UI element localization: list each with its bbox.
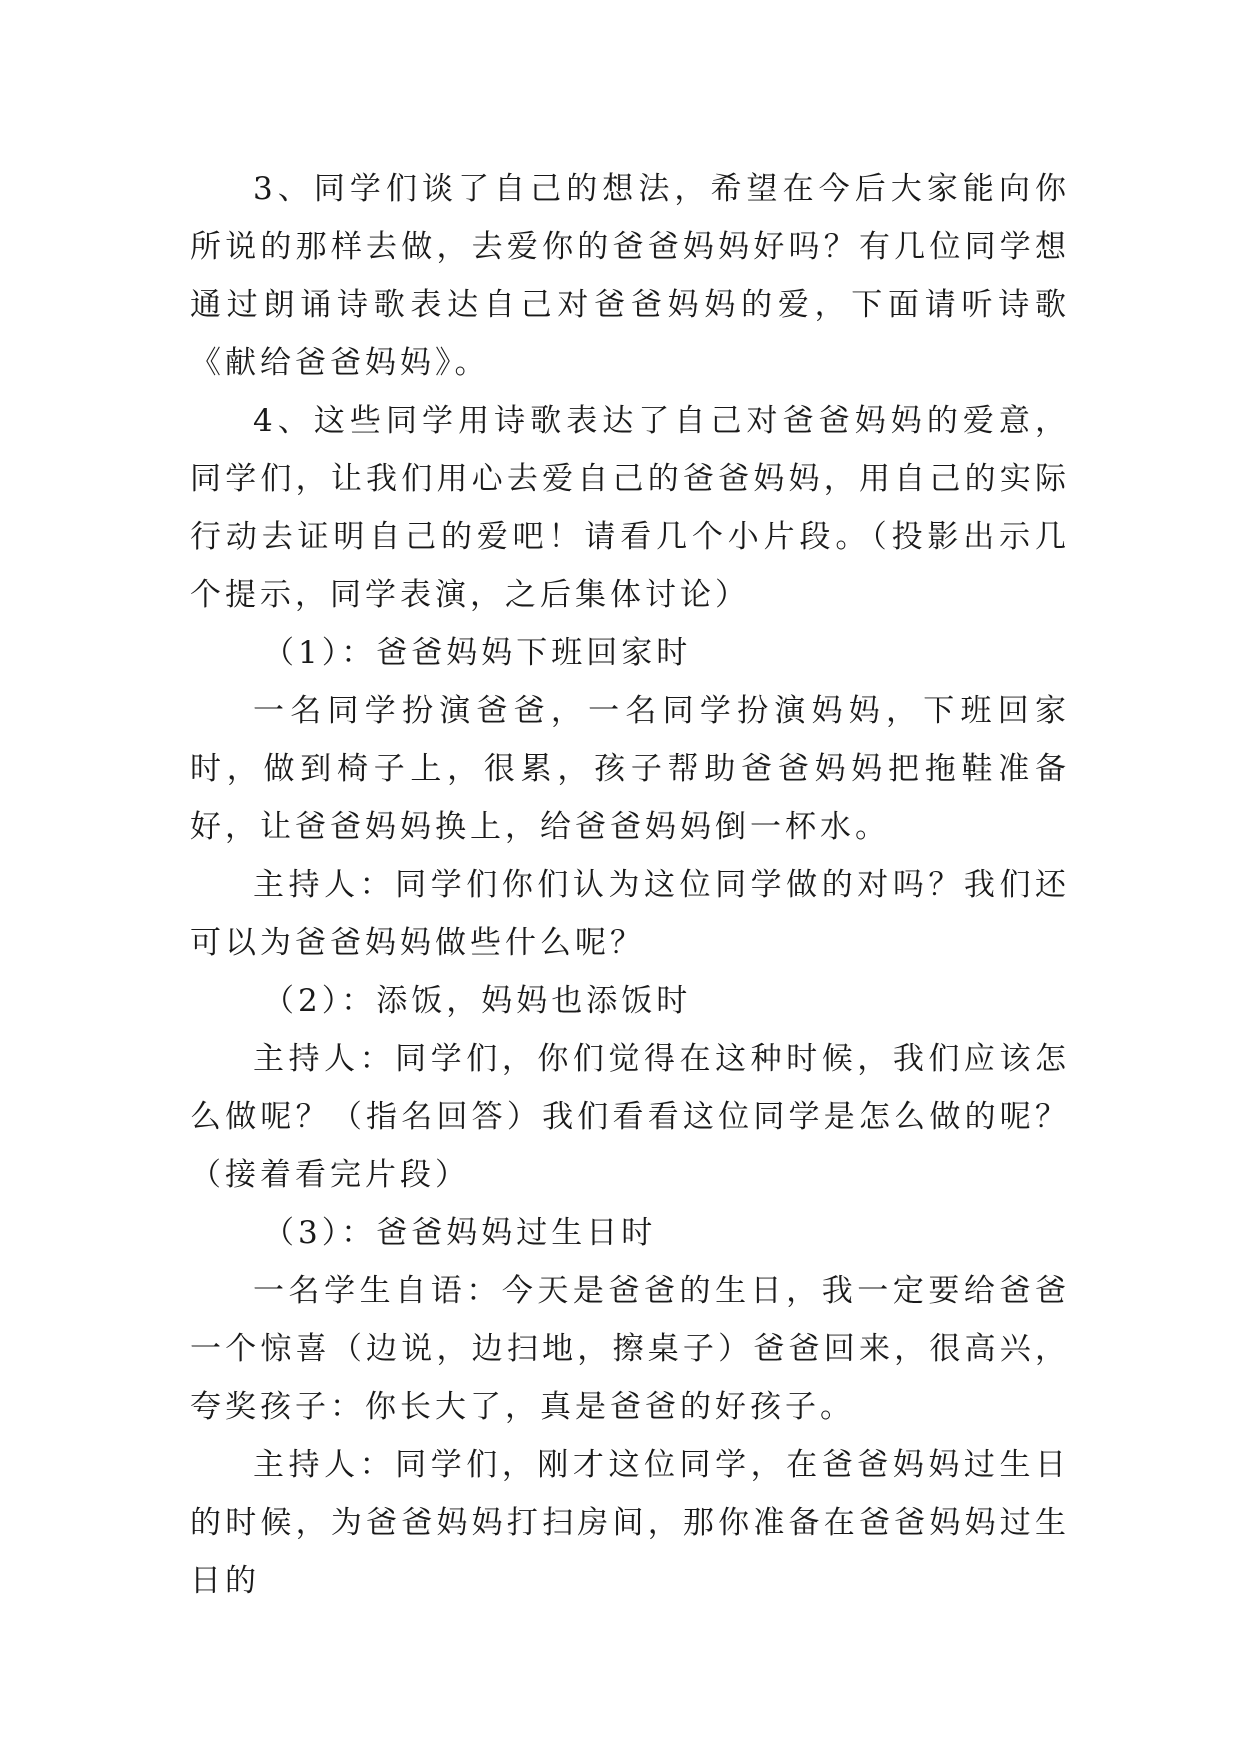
subheading-scene-1: （1）：爸爸妈妈下班回家时 [263,635,692,671]
paragraph-scene-3-description: 一名学生自语：今天是爸爸的生日，我一定要给爸爸一个惊喜（边说，边扫地，擦桌子）爸爸回来，很高兴，夸奖孩子：你长大了，真是爸爸的好孩子。 [190,1273,1070,1425]
document-body [190,160,1070,1610]
paragraph-item-3: 3、同学们谈了自己的想法，希望在今后大家能向你所说的那样去做，去爱你的爸爸妈妈好吗？有几位同学想通过朗诵诗歌表达自己对爸爸妈妈的爱，下面请听诗歌《献给爸爸妈妈》。 [190,171,1070,381]
paragraph-scene-1-description: 一名同学扮演爸爸，一名同学扮演妈妈，下班回家时，做到椅子上，很累，孩子帮助爸爸妈妈把拖鞋准备好，让爸爸妈妈换上，给爸爸妈妈倒一杯水。 [190,693,1070,845]
paragraph-host-question-3: 主持人：同学们，刚才这位同学，在爸爸妈妈过生日的时候，为爸爸妈妈打扫房间，那你准备在爸爸妈妈过生日的 [190,1447,1070,1599]
subheading-scene-2: （2）：添饭，妈妈也添饭时 [263,983,692,1019]
paragraph-host-question-1: 主持人：同学们你们认为这位同学做的对吗？我们还可以为爸爸妈妈做些什么呢？ [190,867,1070,961]
paragraph-item-4: 4、这些同学用诗歌表达了自己对爸爸妈妈的爱意，同学们，让我们用心去爱自己的爸爸妈妈，用自己的实际行动去证明自己的爱吧！请看几个小片段。（投影出示几个提示，同学表演，之后集体讨论） [190,403,1070,613]
subheading-scene-3: （3）：爸爸妈妈过生日时 [263,1215,657,1251]
paragraph-host-question-2: 主持人：同学们，你们觉得在这种时候，我们应该怎么做呢？（指名回答）我们看看这位同学是怎么做的呢？（接着看完片段） [190,1041,1070,1193]
